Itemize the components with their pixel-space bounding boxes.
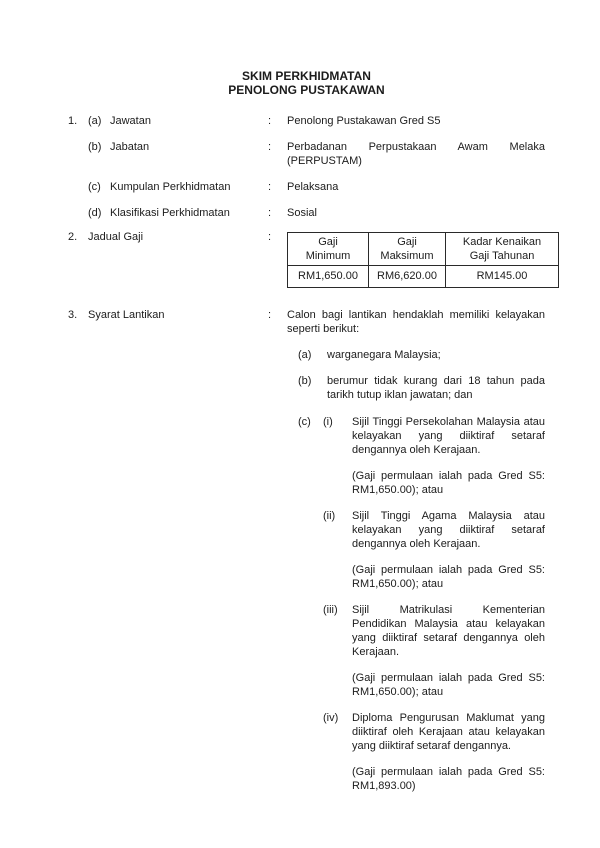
qualification-text: Sijil Tinggi Persekolahan Malaysia atau kelayakan yang diiktiraf setaraf dengannya oleh Kerajaan. (352, 416, 545, 456)
header-text: Maksimum (380, 250, 434, 262)
condition-text: berumur tidak kurang dari 18 tahun pada tarikh tutup iklan jawatan; dan (327, 375, 545, 401)
salary-min-value: RM1,650.00 (288, 266, 369, 288)
field-value: Sosial (287, 207, 317, 219)
qualification-text: Sijil Matrikulasi Kementerian Pendidikan Malaysia atau kelayakan yang diiktiraf setaraf dengannya oleh Kerajaan. (352, 604, 545, 658)
qualification-ii (298, 509, 545, 551)
field-row-syarat-lantikan (68, 308, 600, 336)
condition-marker: (a) (298, 349, 312, 361)
field-row-jadual-gaji (68, 230, 600, 288)
header-text: Gaji (397, 236, 417, 248)
condition-text: warganegara Malaysia; (327, 349, 441, 361)
salary-note-i: (Gaji permulaan ialah pada Gred S5: RM1,650.00); atau (352, 470, 545, 496)
field-label: Klasifikasi Perkhidmatan (110, 207, 230, 219)
item-number: 1. (68, 115, 78, 127)
header-text: Gaji Tahunan (469, 250, 535, 262)
salary-note-iii: (Gaji permulaan ialah pada Gred S5: RM1,650.00); atau (352, 672, 545, 698)
row-marker: (c) (88, 181, 101, 193)
qualification-marker: (ii) (323, 510, 336, 522)
condition-b (298, 374, 545, 402)
c-marker-spacer (298, 711, 323, 753)
field-label: Jawatan (110, 115, 151, 127)
salary-note-ii: (Gaji permulaan ialah pada Gred S5: RM1,650.00); atau (352, 564, 545, 590)
header-text: Gaji (318, 236, 338, 248)
colon-separator: : (268, 181, 272, 193)
field-value: Penolong Pustakawan Gred S5 (287, 115, 441, 127)
c-marker-spacer (298, 509, 323, 551)
field-label: Kumpulan Perkhidmatan (110, 181, 231, 193)
title-line-1: SKIM PERKHIDMATAN (242, 69, 371, 83)
syarat-intro: Calon bagi lantikan hendaklah memiliki kelayakan seperti berikut: (287, 309, 545, 335)
field-row-kumpulan-perkhidmatan (68, 180, 600, 194)
colon-separator: : (268, 207, 272, 219)
salary-table-header-row (288, 233, 559, 266)
colon-separator: : (268, 115, 272, 127)
salary-rate-value: RM145.00 (446, 266, 559, 288)
salary-table-header-rate (446, 233, 559, 266)
field-value: Pelaksana (287, 181, 339, 193)
document-title (68, 69, 545, 97)
salary-note-iv: (Gaji permulaan ialah pada Gred S5: RM1,893.00) (352, 766, 545, 792)
item-number: 3. (68, 309, 78, 321)
header-text: Kadar Kenaikan (462, 236, 542, 248)
salary-table-header-min (288, 233, 369, 266)
salary-max-value: RM6,620.00 (369, 266, 446, 288)
salary-table-header-max (369, 233, 446, 266)
field-row-jabatan (68, 140, 600, 168)
salary-table (287, 232, 559, 288)
field-row-klasifikasi-perkhidmatan (68, 206, 600, 220)
field-label: Syarat Lantikan (88, 309, 165, 321)
header-text: Minimum (305, 250, 351, 262)
salary-table-value-row (288, 266, 559, 288)
field-value: Perbadanan Perpustakaan Awam Melaka (PERPUSTAM) (287, 141, 545, 167)
qualification-marker: (i) (323, 416, 333, 428)
qualification-text: Sijil Tinggi Agama Malaysia atau kelayakan yang diiktiraf setaraf dengannya oleh Kerajaan. (352, 510, 545, 550)
colon-separator: : (268, 309, 272, 321)
field-label: Jabatan (110, 141, 150, 153)
condition-marker: (b) (298, 375, 312, 387)
condition-a (298, 348, 545, 362)
qualification-marker: (iii) (323, 604, 338, 616)
condition-c-marker: (c) (298, 416, 311, 428)
colon-separator: : (268, 231, 272, 243)
item-number: 2. (68, 231, 78, 243)
title-line-2: PENOLONG PUSTAKAWAN (228, 83, 385, 97)
qualification-iv (298, 711, 545, 753)
qualification-marker: (iv) (323, 712, 339, 724)
salary-table-container (287, 230, 559, 288)
row-marker: (b) (88, 141, 102, 153)
row-marker: (d) (88, 207, 102, 219)
c-marker-spacer (298, 603, 323, 659)
qualification-i (298, 415, 545, 457)
field-row-jawatan (68, 114, 600, 128)
qualification-text: Diploma Pengurusan Maklumat yang diiktiraf oleh Kerajaan atau kelayakan yang diiktiraf setaraf dengannya. (352, 712, 545, 752)
field-label: Jadual Gaji (88, 231, 144, 243)
row-marker: (a) (88, 115, 102, 127)
qualification-iii (298, 603, 545, 659)
colon-separator: : (268, 141, 272, 153)
